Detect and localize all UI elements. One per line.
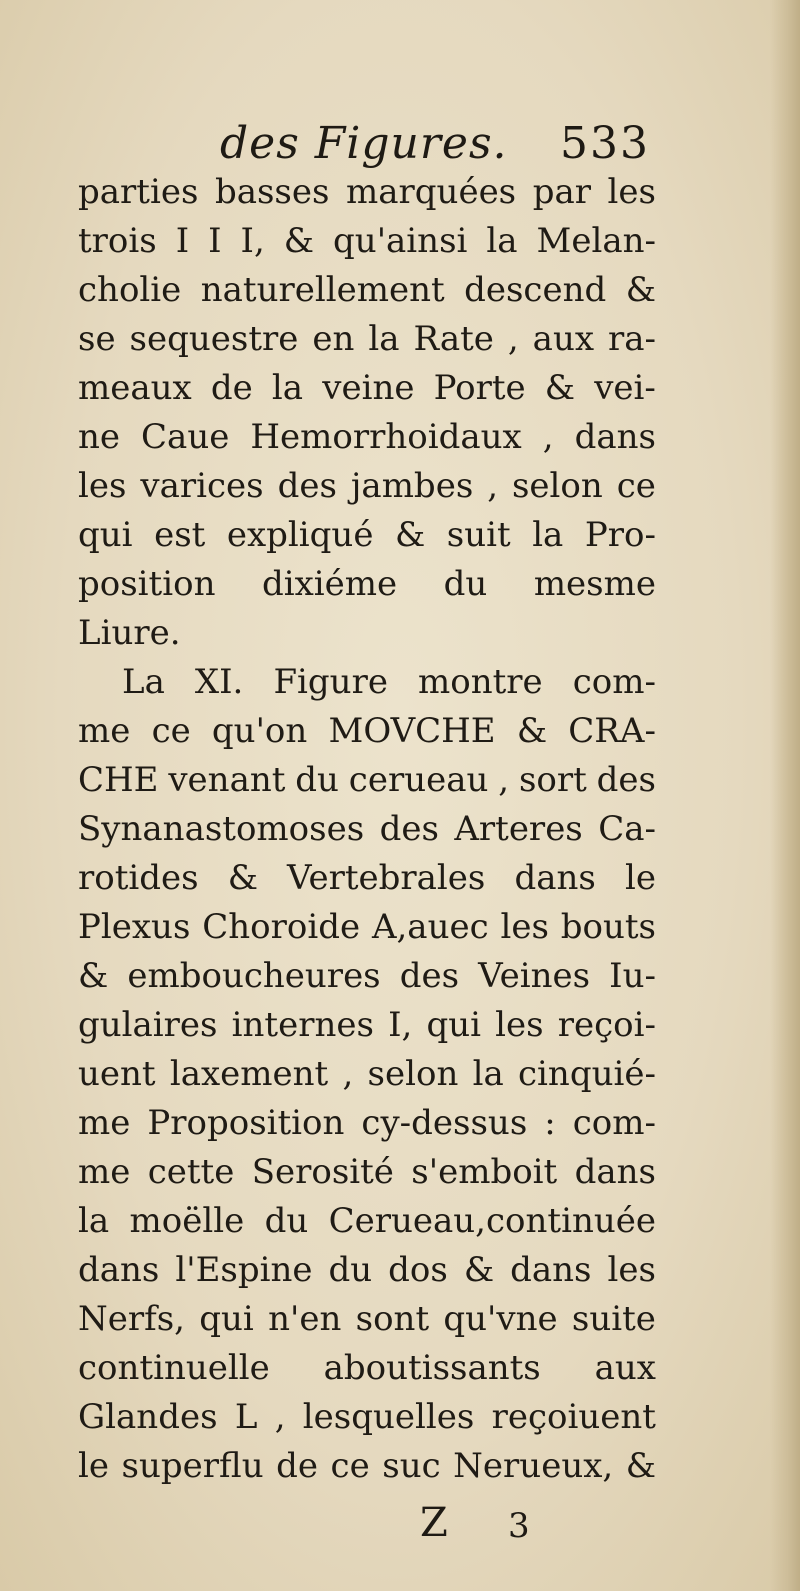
- word: Pro-: [584, 515, 656, 555]
- text-line: [78, 903, 656, 952]
- word: montre: [418, 662, 543, 702]
- word: cette: [147, 1152, 235, 1192]
- word: suit: [446, 515, 511, 555]
- word: marquées: [346, 172, 517, 212]
- word: &: [283, 221, 315, 261]
- word: Cerueau,continuée: [328, 1201, 656, 1241]
- word: Nerueux,: [453, 1446, 614, 1486]
- word: reçoi-: [557, 1005, 656, 1045]
- word: emboucheures: [127, 956, 381, 996]
- word: cy-dessus: [361, 1103, 528, 1143]
- word: descend: [464, 270, 607, 310]
- word: mesme: [533, 564, 656, 604]
- word: la: [532, 515, 564, 555]
- word: position: [78, 564, 216, 604]
- word: Porte: [433, 368, 526, 408]
- word: par: [532, 172, 591, 212]
- word: gulaires: [78, 1005, 218, 1045]
- page-number: 533: [560, 118, 650, 169]
- word: Proposition: [147, 1103, 345, 1143]
- word: dans: [510, 1250, 592, 1290]
- word: ,: [542, 417, 554, 457]
- word: La: [122, 662, 165, 702]
- word: la: [78, 1201, 110, 1241]
- word: Caue: [141, 417, 230, 457]
- word: cerueau: [348, 760, 489, 800]
- word: jambes: [350, 466, 474, 506]
- word: uent: [78, 1054, 156, 1094]
- word: ce: [616, 466, 656, 506]
- word: des: [379, 809, 439, 849]
- word: trois: [78, 221, 157, 261]
- text-line: [78, 658, 656, 707]
- text-line: [78, 952, 656, 1001]
- word: me: [78, 711, 131, 751]
- word: dans: [574, 1152, 656, 1192]
- page-gutter-shadow: [770, 0, 800, 1591]
- word: me: [78, 1103, 131, 1143]
- word: CHE: [78, 760, 159, 800]
- word: aux: [532, 319, 595, 359]
- word: qui: [78, 515, 133, 555]
- word: vei-: [594, 368, 656, 408]
- text-line: [78, 266, 656, 315]
- word: lesquelles: [302, 1397, 475, 1437]
- word: selon: [511, 466, 603, 506]
- word: Rate: [413, 319, 494, 359]
- page-text: [78, 168, 656, 1491]
- word: naturellement: [200, 270, 445, 310]
- text-line: [78, 1001, 656, 1050]
- word: qu'vne: [443, 1299, 558, 1339]
- word: Synanastomoses: [78, 809, 365, 849]
- word: se: [78, 319, 116, 359]
- word: Veines: [478, 956, 591, 996]
- word: n'en: [268, 1299, 342, 1339]
- word: expliqué: [226, 515, 374, 555]
- word: I,: [240, 221, 265, 261]
- word: sont: [355, 1299, 430, 1339]
- word: Arteres: [454, 809, 583, 849]
- word: Liure.: [78, 613, 181, 653]
- word: reçoiuent: [491, 1397, 656, 1437]
- word: MOVCHE: [328, 711, 496, 751]
- word: aboutissants: [323, 1348, 541, 1388]
- word: &: [625, 1446, 656, 1486]
- word: moëlle: [129, 1201, 245, 1241]
- word: la: [472, 1054, 504, 1094]
- text-line: [78, 854, 656, 903]
- word: aux: [594, 1348, 656, 1388]
- word: ,: [507, 319, 519, 359]
- word: bouts: [560, 907, 656, 947]
- word: venant: [168, 760, 286, 800]
- word: le: [624, 858, 656, 898]
- word: les: [78, 466, 127, 506]
- word: Vertebrales: [287, 858, 486, 898]
- running-title: des Figures.: [220, 118, 508, 169]
- word: laxement: [169, 1054, 329, 1094]
- word: du: [295, 760, 339, 800]
- word: &: [544, 368, 576, 408]
- word: la: [368, 319, 400, 359]
- word: le: [78, 1446, 109, 1486]
- text-line: [78, 1344, 656, 1393]
- word: &: [78, 956, 109, 996]
- text-line: [78, 413, 656, 462]
- word: com-: [572, 662, 656, 702]
- word: les: [495, 1005, 544, 1045]
- word: qu'ainsi: [333, 221, 468, 261]
- word: parties: [78, 172, 199, 212]
- signature-mark: [420, 1500, 560, 1560]
- word: du: [443, 564, 488, 604]
- word: de: [276, 1446, 319, 1486]
- word: dans: [574, 417, 656, 457]
- word: basses: [214, 172, 330, 212]
- word: &: [516, 711, 548, 751]
- word: sort: [518, 760, 587, 800]
- word: suite: [571, 1299, 656, 1339]
- word: &: [625, 270, 656, 310]
- text-line: [78, 1442, 656, 1491]
- word: I: [175, 221, 190, 261]
- word: :: [544, 1103, 556, 1143]
- word: sequestre: [129, 319, 299, 359]
- text-line: [78, 1246, 656, 1295]
- word: qui: [426, 1005, 482, 1045]
- word: des: [399, 956, 460, 996]
- word: Nerfs,: [78, 1299, 185, 1339]
- word: &: [463, 1250, 495, 1290]
- text-line: [78, 217, 656, 266]
- text-line: [78, 756, 656, 805]
- word: en: [312, 319, 355, 359]
- word: s'emboit: [411, 1152, 558, 1192]
- word: la: [486, 221, 518, 261]
- word: rotides: [78, 858, 199, 898]
- word: du: [328, 1250, 373, 1290]
- word: Ca-: [598, 809, 656, 849]
- word: A,auec: [371, 907, 489, 947]
- word: continuelle: [78, 1348, 270, 1388]
- word: ,: [498, 760, 510, 800]
- word: me: [78, 1152, 131, 1192]
- word: les: [500, 907, 549, 947]
- text-line: [78, 1050, 656, 1099]
- word: meaux: [78, 368, 192, 408]
- word: cinquié-: [518, 1054, 656, 1094]
- word: est: [154, 515, 206, 555]
- text-line: [78, 805, 656, 854]
- word: Hemorrhoidaux: [250, 417, 522, 457]
- word: Iu-: [609, 956, 656, 996]
- text-line: [78, 1099, 656, 1148]
- text-line: [78, 560, 656, 609]
- text-line: [78, 707, 656, 756]
- word: l'Espine: [175, 1250, 313, 1290]
- text-line: [78, 1295, 656, 1344]
- word: la: [271, 368, 304, 408]
- word: com-: [572, 1103, 656, 1143]
- text-line: [78, 1197, 656, 1246]
- word: suc: [382, 1446, 441, 1486]
- word: &: [394, 515, 426, 555]
- word: I: [208, 221, 222, 261]
- word: ce: [151, 711, 191, 751]
- word: dixiéme: [261, 564, 398, 604]
- word: du: [264, 1201, 309, 1241]
- word: &: [227, 858, 258, 898]
- word: L: [234, 1397, 258, 1437]
- word: ce: [330, 1446, 370, 1486]
- word: Serosité: [251, 1152, 394, 1192]
- word: CRA-: [568, 711, 656, 751]
- word: Glandes: [78, 1397, 218, 1437]
- word: les: [607, 172, 656, 212]
- word: veine: [322, 368, 415, 408]
- word: des: [277, 466, 337, 506]
- text-line: [78, 1148, 656, 1197]
- word: Plexus: [78, 907, 191, 947]
- word: Melan-: [536, 221, 656, 261]
- word: I,: [388, 1005, 413, 1045]
- word: superflu: [121, 1446, 264, 1486]
- word: qu'on: [211, 711, 308, 751]
- word: qui: [199, 1299, 254, 1339]
- word: Choroide: [202, 907, 361, 947]
- word: XI.: [194, 662, 244, 702]
- signature-letter: Z: [420, 1500, 448, 1546]
- word: de: [210, 368, 253, 408]
- text-line: [78, 1393, 656, 1442]
- word: Figure: [273, 662, 388, 702]
- word: dans: [514, 858, 596, 898]
- text-line: [78, 511, 656, 560]
- text-line: [78, 462, 656, 511]
- word: des: [596, 760, 656, 800]
- word: dans: [78, 1250, 160, 1290]
- word: ,: [487, 466, 499, 506]
- word: varices: [140, 466, 264, 506]
- word: cholie: [78, 270, 182, 310]
- word: les: [607, 1250, 656, 1290]
- word: selon: [367, 1054, 459, 1094]
- signature-number: 3: [508, 1506, 530, 1546]
- word: ne: [78, 417, 121, 457]
- word: ra-: [607, 319, 656, 359]
- text-line: [78, 315, 656, 364]
- word: ,: [274, 1397, 286, 1437]
- text-line: [78, 609, 656, 658]
- word: ,: [342, 1054, 354, 1094]
- word: dos: [388, 1250, 448, 1290]
- text-line: [78, 168, 656, 217]
- word: internes: [231, 1005, 374, 1045]
- text-line: [78, 364, 656, 413]
